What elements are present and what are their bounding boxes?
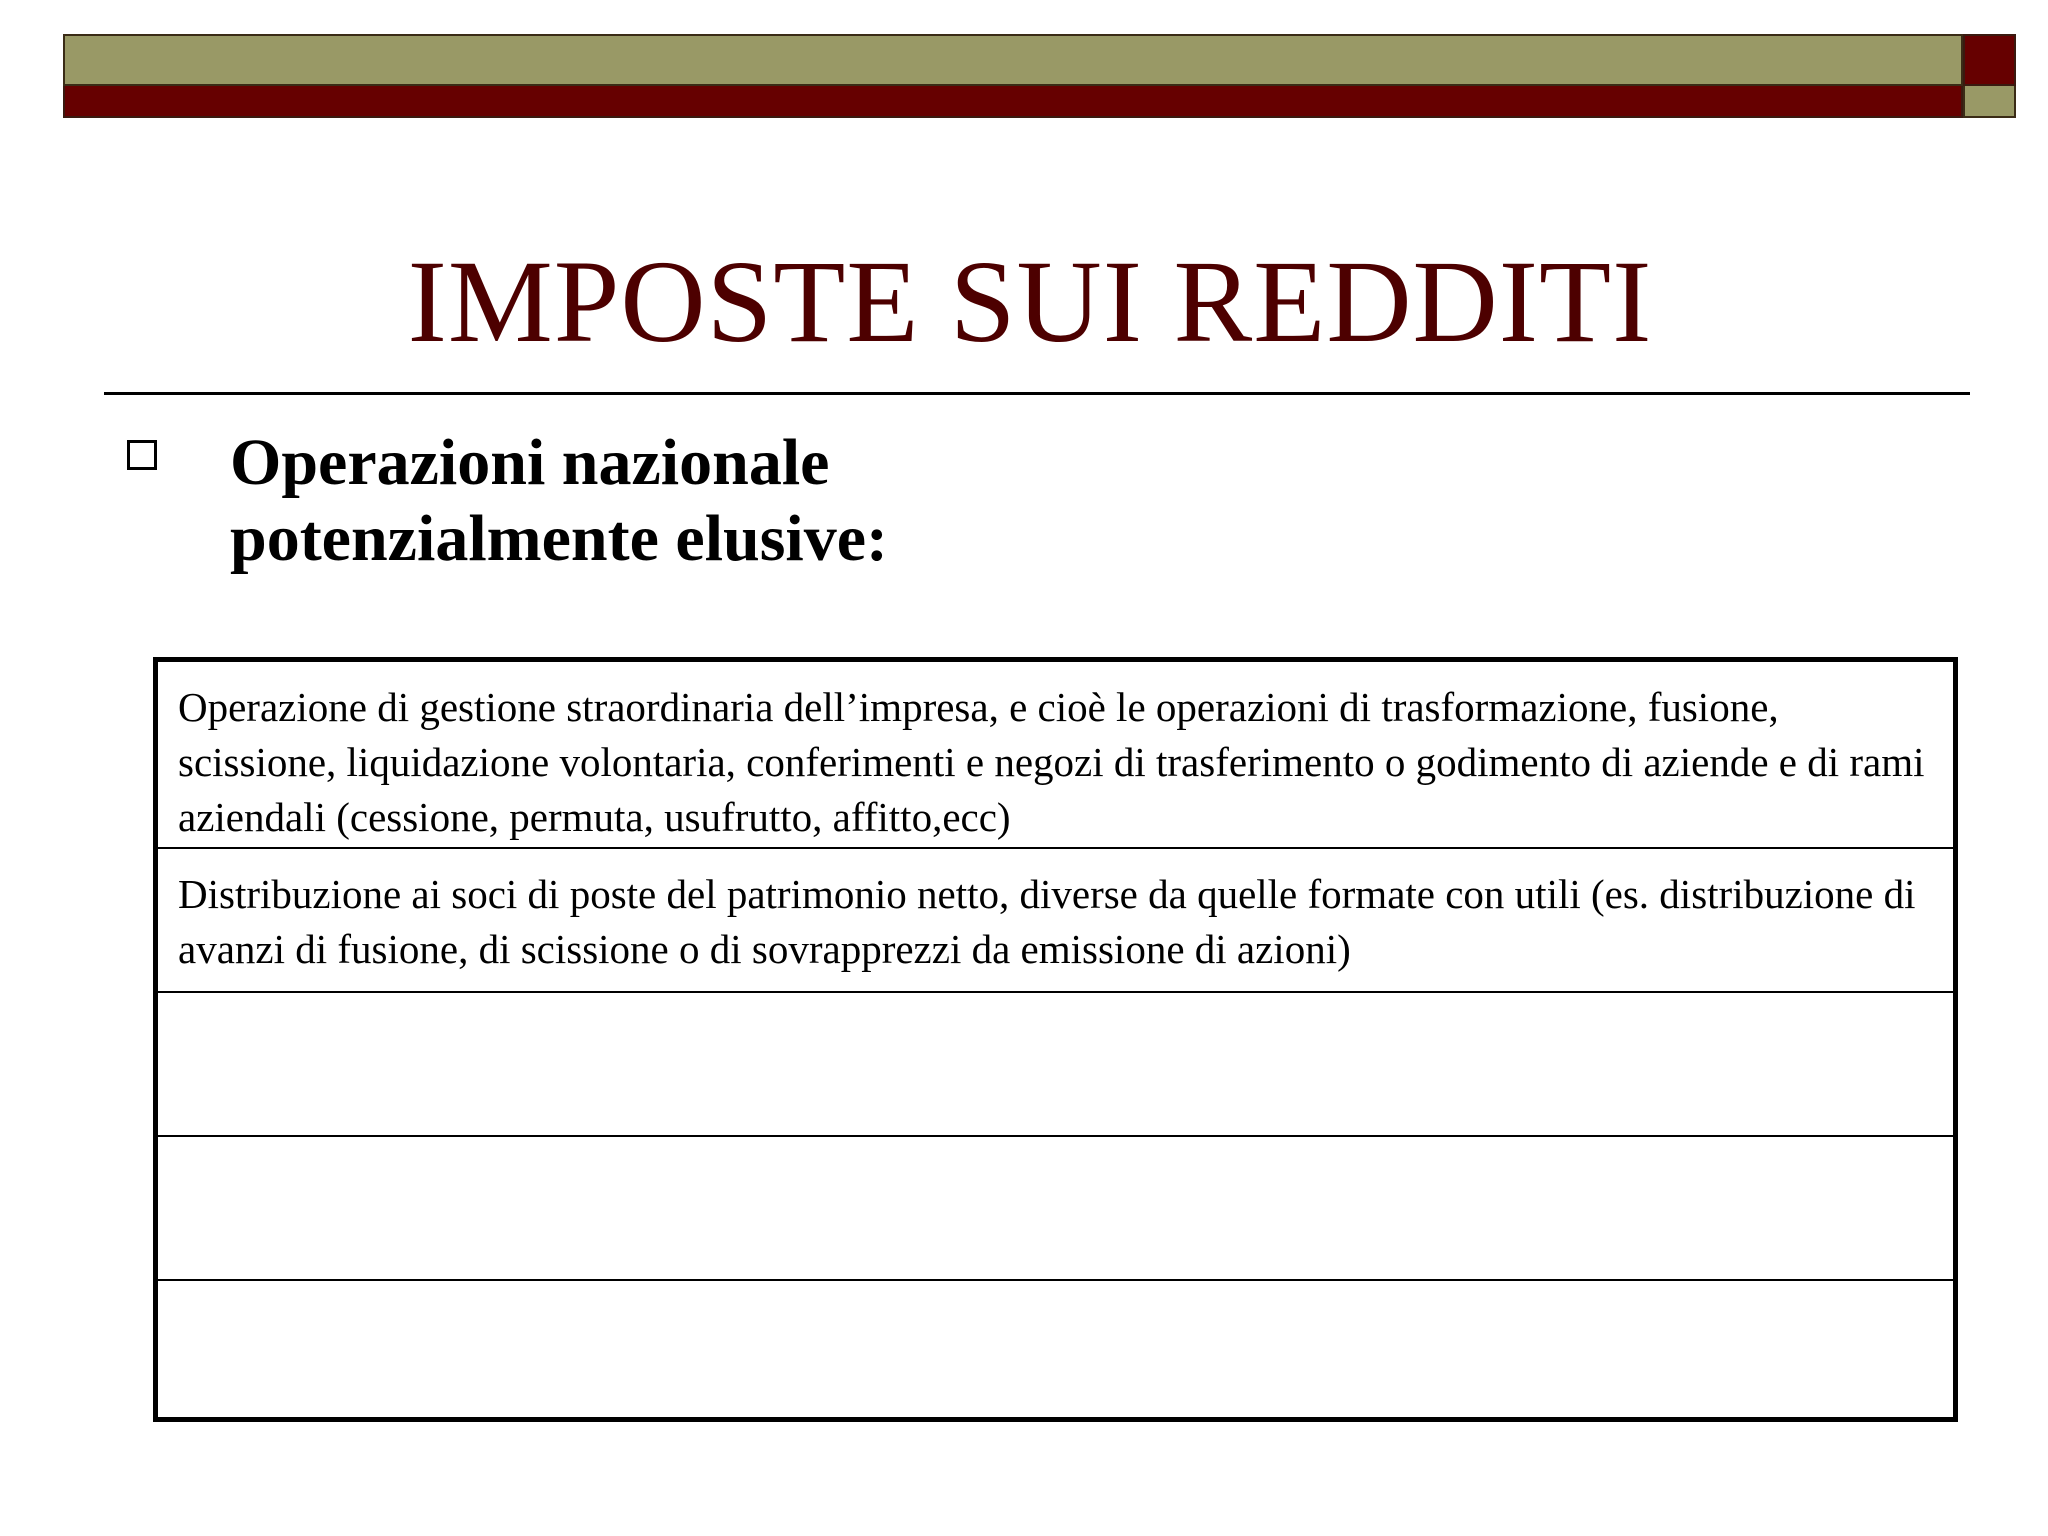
header-band-maroon xyxy=(63,86,1963,118)
bullet-text xyxy=(230,425,1630,577)
square-bullet-icon xyxy=(127,440,157,470)
header-band-olive xyxy=(63,34,1963,86)
bullet-line-2: potenzialmente elusive: xyxy=(230,502,889,575)
table-row-empty xyxy=(158,1281,1953,1417)
header-square-olive xyxy=(1963,86,2016,118)
bullet-line-1: Operazioni nazionale xyxy=(230,426,830,499)
slide-title: IMPOSTE SUI REDDITI xyxy=(407,236,1653,367)
table-row: Distribuzione ai soci di poste del patrimonio netto, diverse da quelle formate con utili (es. distribuzione di avanzi di fusione, di scissione o di sovrapprezzi da emissione di azioni) xyxy=(158,849,1953,993)
title-divider xyxy=(104,392,1970,395)
header-square-maroon xyxy=(1963,34,2016,86)
table-row: Operazione di gestione straordinaria dell’impresa, e cioè le operazioni di trasformazione, fusione, scissione, liquidazione volontaria, conferimenti e negozi di trasferimento o godimento di aziende e di rami aziendali (cessione, permuta, usufrutto, affitto,ecc) xyxy=(158,662,1953,849)
table-row-empty xyxy=(158,993,1953,1137)
table-row-empty xyxy=(158,1137,1953,1281)
operations-table xyxy=(153,657,1958,1422)
